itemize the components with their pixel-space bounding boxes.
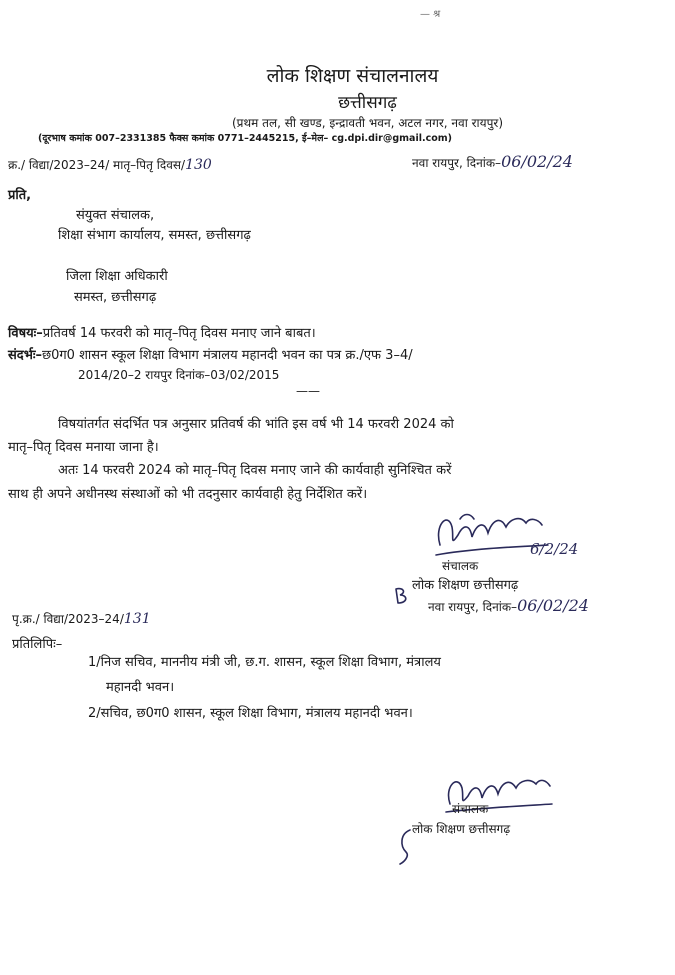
subject-text: प्रतिवर्ष 14 फरवरी को मातृ–पितृ दिवस मनाए जाने बाबत। — [42, 326, 316, 341]
letter-ref — [8, 156, 212, 173]
body-line-2: मातृ–पितृ दिवस मनाया जाना है। — [8, 440, 159, 455]
recipient-1-office: शिक्षा संभाग कार्यालय, समस्त, छत्तीसगढ़ — [58, 228, 251, 243]
recipient-2-title: जिला शिक्षा अधिकारी — [66, 269, 168, 284]
address-line: (प्रथम तल, सी खण्ड, इन्द्रावती भवन, अटल नगर, नवा रायपुर) — [231, 116, 504, 130]
copy-ref — [12, 610, 151, 627]
body-line-4: साथ ही अपने अधीनस्थ संस्थाओं को भी तदनुसार कार्यवाही हेतु निर्देशित करें। — [8, 487, 368, 502]
signature-2-org: लोक शिक्षण छत्तीसगढ़ — [412, 822, 511, 836]
letter-ref-number: 130 — [185, 157, 212, 173]
letter-date-label: नवा रायपुर, दिनांक– — [412, 156, 502, 170]
copy-date-label: नवा रायपुर, दिनांक– — [428, 600, 518, 614]
reference — [8, 345, 413, 363]
state-name: छत्तीसगढ़ — [338, 93, 397, 113]
copy-item-2: 2/सचिव, छ0ग0 शासन, स्कूल शिक्षा विभाग, मंत्रालय महानदी भवन। — [88, 706, 413, 721]
letter-date — [412, 152, 573, 171]
separator: —— — [296, 384, 320, 398]
body-line-1: विषयांतर्गत संदर्भित पत्र अनुसार प्रतिवर्ष की भांति इस वर्ष भी 14 फरवरी 2024 को — [58, 417, 454, 432]
reference-text-2: 2014/20–2 रायपुर दिनांक–03/02/2015 — [78, 368, 280, 382]
copy-item-1: 1/निज सचिव, माननीय मंत्री जी, छ.ग. शासन, स्कूल शिक्षा विभाग, मंत्रालय — [88, 655, 441, 670]
initial-mark-1 — [392, 585, 414, 607]
copy-date-value: 06/02/24 — [517, 596, 589, 615]
signature-1-date: 6/2/24 — [530, 540, 579, 558]
copy-date — [428, 596, 589, 615]
letter-date-value: 06/02/24 — [501, 152, 573, 171]
corner-mark: — श्र — [420, 9, 441, 20]
signature-1-org: लोक शिक्षण छत्तीसगढ़ — [412, 578, 519, 593]
recipient-1-title: संयुक्त संचालक, — [76, 208, 155, 223]
signature-2-title: संचालक — [452, 802, 489, 816]
letter-ref-prefix: क्र./ विद्या/2023–24/ मातृ–पितृ दिवस/ — [8, 158, 186, 172]
reference-text: छ0ग0 शासन स्कूल शिक्षा विभाग मंत्रालय महानदी भवन का पत्र क्र./एफ 3–4/ — [41, 348, 413, 363]
signature-1-title: संचालक — [442, 559, 479, 573]
body-line-3: अतः 14 फरवरी 2024 को मातृ–पितृ दिवस मनाए जाने की कार्यवाही सुनिश्चित करें — [58, 463, 452, 478]
contact-line: (दूरभाष कमांक 007–2331385 फैक्स कमांक 0771–2445215, ई–मेल– cg.dpi.dir@gmail.com) — [38, 133, 452, 144]
subject — [8, 323, 316, 341]
subject-label: विषयः– — [8, 326, 43, 341]
initial-mark-2 — [396, 826, 416, 866]
reference-label: संदर्भः– — [8, 348, 42, 363]
to-label: प्रति, — [8, 188, 32, 203]
org-name: लोक शिक्षण संचालनालय — [266, 65, 439, 87]
copy-item-1-cont: महानदी भवन। — [106, 680, 175, 695]
copy-ref-prefix: पृ.क्र./ विद्या/2023–24/ — [12, 612, 124, 626]
recipient-2-office: समस्त, छत्तीसगढ़ — [74, 290, 157, 305]
copy-label: प्रतिलिपिः– — [12, 637, 63, 652]
copy-ref-number: 131 — [123, 611, 151, 627]
